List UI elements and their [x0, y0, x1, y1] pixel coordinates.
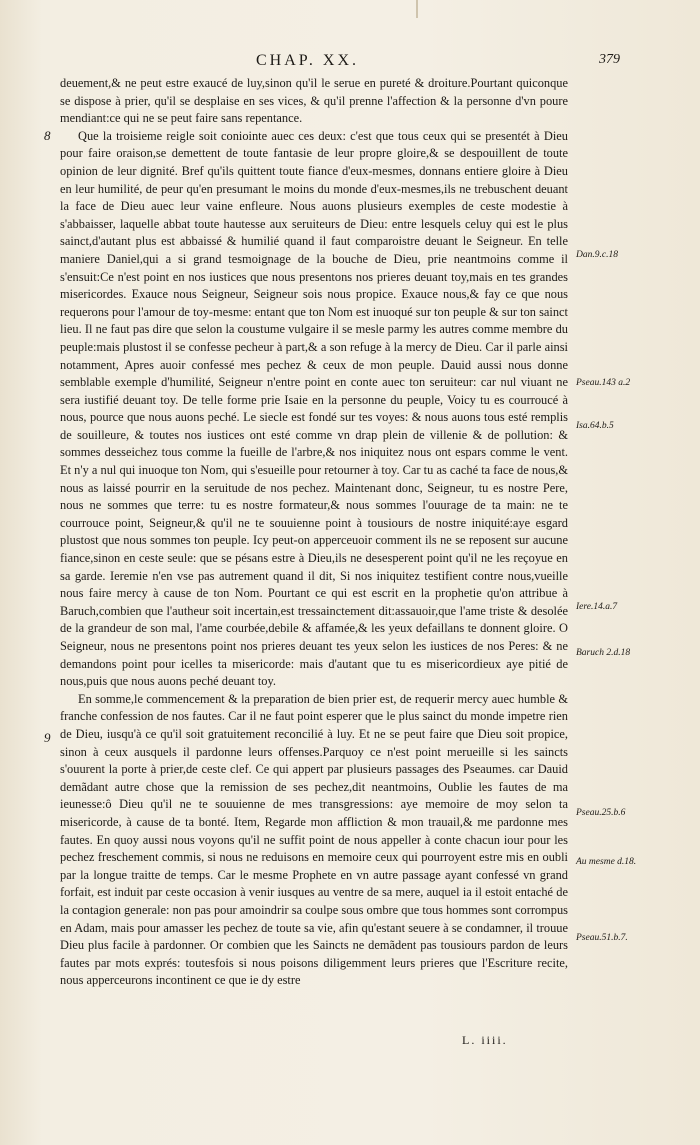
margin-note-psalm-25: Pseau.25.b.6 — [576, 808, 626, 818]
section-marker-9: 9 — [44, 730, 51, 745]
section-marker-8: 8 — [44, 128, 51, 143]
page-header — [60, 52, 620, 74]
margin-note-jeremiah: Iere.14.a.7 — [576, 602, 618, 612]
margin-note-daniel: Dan.9.c.18 — [576, 250, 618, 260]
folio-number: 379 — [599, 52, 620, 67]
body-text — [60, 75, 568, 990]
signature-mark: L. iiii. — [462, 1033, 508, 1047]
paragraph-2: Que la troisieme reigle soit coniointe auec ces deux: c'est que tous ceux qui se presentét à Dieu pour faire oraison,se demettent de toute fantasie de leur propre gloire,& se despouillent de toute opinion de leur dignité. Bref qu'ils quittent toute fiance d'eux-mesmes, donnans entiere gloire à Dieu en leur humilité, de peur qu'en presumant le moins du monde d'eux-mesmes,ils ne trebuschent deuant la face de Dieu auec leur vaine enfleure. Nous auons plusieurs exemples de ceste modestie à s'abbaisser, laquelle abbat toute hautesse aux seruiteurs de Dieu: entre lesquels celuy qui est le plus sainct,d'autant plus est abbaissé & humilié quand il faut comparoistre deuant le Seigneur. En telle maniere Daniel,qui a si grand tesmoignage de la bouche de Dieu, prie neantmoins comme il s'ensuit:Ce n'est point en nos iustices que nous presentons nos prieres deuant toy,mais en tes grandes misericordes. Exauce nous Seigneur, Seigneur sois nous propice. Exauce nous,& fay ce que nous requerons pour l'amour de toy-mesme: entant que ton Nom est inuoqué sur ton peuple & sur ton sainct lieu. Il ne faut pas dire que selon la coustume vulgaire il se mesle parmy les autres comme membre du peuple:mais plustost il se confesse pecheur à part,& a son refuge à la mercy de Dieu. Car il parle ainsi notamment, Apres auoir confessé mes pechez & ceux de mon peuple. Dauid aussi nous donne semblable exemple d'humilité, Seigneur n'entre point en conte auec ton seruiteur: car nul viuant ne sera iustifié deuant toy. De telle forme prie Isaie en la personne du peuple, Voicy tu es courroucé à nous, pource que nous auons peché. Le siecle est fondé sur tes voyes: & nous auons tous esté remplis de souilleure, & toutes nos iustices ont esté comme vn drap plein de villenie & de pollution: & sommes desseichez tous comme la fueille de l'arbre,& nos iniquitez nous ont espars comme le vent. Et n'y a nul qui inuoque ton Nom, qui s'esueille pour retourner à toy. Car tu as caché ta face de nous,& nous as laissé pourrir en la seruitude de nos pechez. Maintenant donc, Seigneur, tu es nostre Pere, nous ne sommes que terre: tu es nostre formateur,& nous sommes l'ouurage de ta main: ne te courrouce point, Seigneur,& qu'il ne te souuienne point à tousiours de nostre iniquité:aye esgard plustost que nous sommes ton peuple. Icy peut-on apperceuoir comment ils ne se reposent sur aucune fiance,sinon en ceste seule: que se pésans estre à Dieu,ils ne desesperent point qu'il ne les reçoyue en sa garde. Ieremie n'en vse pas autrement quand il dit, Si nos iniquitez testifient contre nous,vueille nous faire mercy à cause de ton Nom. Pourtant ce qui est escrit en la prophetie qu'on attribue à Baruch,combien que l'autheur soit incertain,est tressainctement dit:assauoir,que l'ame triste & desolée de la grandeur de son mal, l'ame courbée,debile & affamée,& les yeux defaillans te donnent gloire. O Seigneur, nous ne presentons point nos prieres deuant tes yeux selon les iustices de nos Peres: & ne demandons point pour icelles ta misericorde: mais d'autant que tu es misericordieux aye pitié de nous,puis que nous auons peché deuant toy. — [60, 128, 568, 689]
running-title: CHAP. XX. — [256, 52, 360, 69]
margin-note-isaiah: Isa.64.b.5 — [576, 421, 614, 431]
paragraph-3: En somme,le commencement & la preparation de bien prier est, de requerir mercy auec humble & franche confession de nos fautes. Car il ne faut point esperer que le plus sainct du monde impetre rien de Dieu, iusqu'à ce qu'il soit gratuitement reconcilié à luy. Et ne se peut faire que Dieu soit propice, sinon à ceux ausquels il pardonne leurs offenses.Parquoy ce n'est point merueille si les saincts s'ouurent la porte à prier,de ceste clef. Ce qui appert par plusieurs passages des Pseaumes. car Dauid demãdant autre chose que la remission de ses pechez,dit neantmoins, Oublie les fautes de ma ieunesse:ô Dieu qu'il ne te souuienne de mes transgressions: aye memoire de moy selon ta misericorde, à cause de ta bonté. Item, Regarde mon affliction & mon trauail,& me pardonne mes fautes. En quoy aussi nous voyons qu'il ne suffit point de nous appeller à conte chacun iour pour les pechez freschement commis, si nous ne reduisons en memoire ceux qui pourroyent estre mis en oubli par la longue traitte de temps. Car le mesme Prophete en vn autre passage ayant confessé vn grand forfait, est induit par ceste occasion à venir iusques au ventre de sa mere, auquel ia il estoit entaché de la contagion generale: non pas pour amoindrir sa coulpe sous ombre que tous hommes sont corrompus en Adam, mais pour amasser les pechez de toute sa vie, afin qu'estant seuere à se condamner, il trouue Dieu plus facile à pardonner. Or combien que les Saincts ne demãdent pas tousiours pardon de leurs fautes par mots exprés: toutesfois si nous poisons diligemment leurs prieres que l'Escriture recite, nous apperceurons incontinent ce que ie dy estre — [60, 691, 568, 988]
margin-note-psalm-51: Pseau.51.b.7. — [576, 933, 628, 943]
paper-mark — [416, 0, 418, 18]
margin-note-au-mesme: Au mesme d.18. — [576, 857, 637, 867]
margin-note-psalm-143: Pseau.143 a.2 — [576, 378, 631, 388]
margin-note-baruch: Baruch 2.d.18 — [576, 648, 631, 658]
paragraph-1: deuement,& ne peut estre exaucé de luy,sinon qu'il le serue en pureté & droiture.Pourtant quiconque se dispose à prier, qu'il se desplaise en ses vices, & qu'il prenne l'affection & la personne d'vn poure mendiant:ce qui ne se peut faire sans repentance. — [60, 76, 568, 126]
